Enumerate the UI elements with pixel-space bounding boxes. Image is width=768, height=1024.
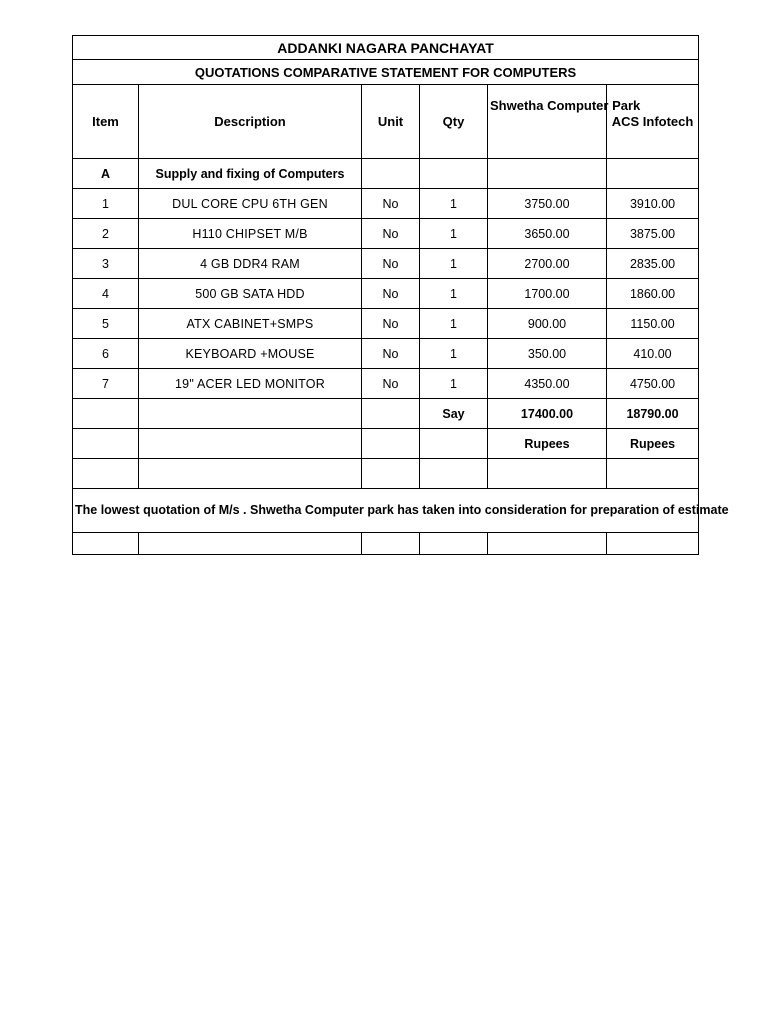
header-row (73, 85, 699, 159)
vendor2-price: 2835.00 (607, 249, 699, 279)
vendor1-currency: Rupees (488, 429, 607, 459)
table-row (73, 189, 699, 219)
item-description: ATX CABINET+SMPS (139, 309, 362, 339)
note-row (73, 489, 699, 533)
empty-cell (362, 159, 420, 189)
section-description: Supply and fixing of Computers (139, 159, 362, 189)
empty-cell (420, 159, 488, 189)
empty-cell (488, 459, 607, 489)
item-description: KEYBOARD +MOUSE (139, 339, 362, 369)
currency-row (73, 429, 699, 459)
vendor2-price: 3875.00 (607, 219, 699, 249)
vendor1-price: 4350.00 (488, 369, 607, 399)
empty-cell (73, 459, 139, 489)
empty-cell (607, 459, 699, 489)
item-qty: 1 (420, 249, 488, 279)
empty-cell (420, 429, 488, 459)
item-unit: No (362, 249, 420, 279)
empty-cell (362, 533, 420, 555)
empty-cell (73, 429, 139, 459)
empty-cell (607, 533, 699, 555)
vendor2-price: 4750.00 (607, 369, 699, 399)
table-row (73, 309, 699, 339)
empty-cell (362, 459, 420, 489)
item-number: 6 (73, 339, 139, 369)
vendor1-total: 17400.00 (488, 399, 607, 429)
vendor2-price: 1860.00 (607, 279, 699, 309)
vendor2-price: 3910.00 (607, 189, 699, 219)
item-description: H110 CHIPSET M/B (139, 219, 362, 249)
item-unit: No (362, 369, 420, 399)
document-title: ADDANKI NAGARA PANCHAYAT (73, 36, 699, 60)
item-description: DUL CORE CPU 6TH GEN (139, 189, 362, 219)
section-item: A (73, 159, 139, 189)
estimate-note: The lowest quotation of M/s . Shwetha Computer park has taken into consideration for preparation of estimate (73, 489, 699, 533)
item-unit: No (362, 189, 420, 219)
item-unit: No (362, 309, 420, 339)
header-qty: Qty (420, 85, 488, 159)
item-qty: 1 (420, 189, 488, 219)
empty-cell (420, 533, 488, 555)
header-unit: Unit (362, 85, 420, 159)
vendor2-price: 1150.00 (607, 309, 699, 339)
empty-cell (488, 159, 607, 189)
empty-cell (139, 429, 362, 459)
document-subtitle: QUOTATIONS COMPARATIVE STATEMENT FOR COMPUTERS (73, 60, 699, 85)
table-row (73, 249, 699, 279)
vendor1-price: 350.00 (488, 339, 607, 369)
blank-row (73, 533, 699, 555)
empty-cell (73, 399, 139, 429)
total-label: Say (420, 399, 488, 429)
empty-cell (139, 533, 362, 555)
item-unit: No (362, 219, 420, 249)
item-number: 4 (73, 279, 139, 309)
item-description: 500 GB SATA HDD (139, 279, 362, 309)
header-vendor1: Shwetha Computer Park (488, 85, 607, 159)
comparative-statement-table (72, 35, 729, 555)
item-qty: 1 (420, 339, 488, 369)
table-row (73, 369, 699, 399)
vendor2-price: 410.00 (607, 339, 699, 369)
vendor1-price: 900.00 (488, 309, 607, 339)
vendor2-total: 18790.00 (607, 399, 699, 429)
empty-cell (362, 399, 420, 429)
item-qty: 1 (420, 369, 488, 399)
item-unit: No (362, 279, 420, 309)
vendor1-price: 2700.00 (488, 249, 607, 279)
vendor1-price: 3650.00 (488, 219, 607, 249)
subtitle-row (73, 60, 699, 85)
empty-cell (139, 459, 362, 489)
vendor1-price: 3750.00 (488, 189, 607, 219)
item-number: 7 (73, 369, 139, 399)
item-number: 5 (73, 309, 139, 339)
vendor2-currency: Rupees (607, 429, 699, 459)
title-row (73, 36, 699, 60)
header-description: Description (139, 85, 362, 159)
table-row (73, 219, 699, 249)
section-row (73, 159, 699, 189)
item-description: 19" ACER LED MONITOR (139, 369, 362, 399)
total-row (73, 399, 699, 429)
empty-cell (607, 159, 699, 189)
vendor1-price: 1700.00 (488, 279, 607, 309)
empty-cell (488, 533, 607, 555)
item-number: 1 (73, 189, 139, 219)
empty-cell (362, 429, 420, 459)
item-qty: 1 (420, 279, 488, 309)
item-qty: 1 (420, 309, 488, 339)
item-unit: No (362, 339, 420, 369)
header-item: Item (73, 85, 139, 159)
item-number: 3 (73, 249, 139, 279)
table-row (73, 279, 699, 309)
item-number: 2 (73, 219, 139, 249)
item-description: 4 GB DDR4 RAM (139, 249, 362, 279)
header-vendor2: ACS Infotech (607, 85, 699, 159)
empty-cell (73, 533, 139, 555)
empty-cell (139, 399, 362, 429)
blank-row (73, 459, 699, 489)
empty-cell (420, 459, 488, 489)
table-row (73, 339, 699, 369)
item-qty: 1 (420, 219, 488, 249)
